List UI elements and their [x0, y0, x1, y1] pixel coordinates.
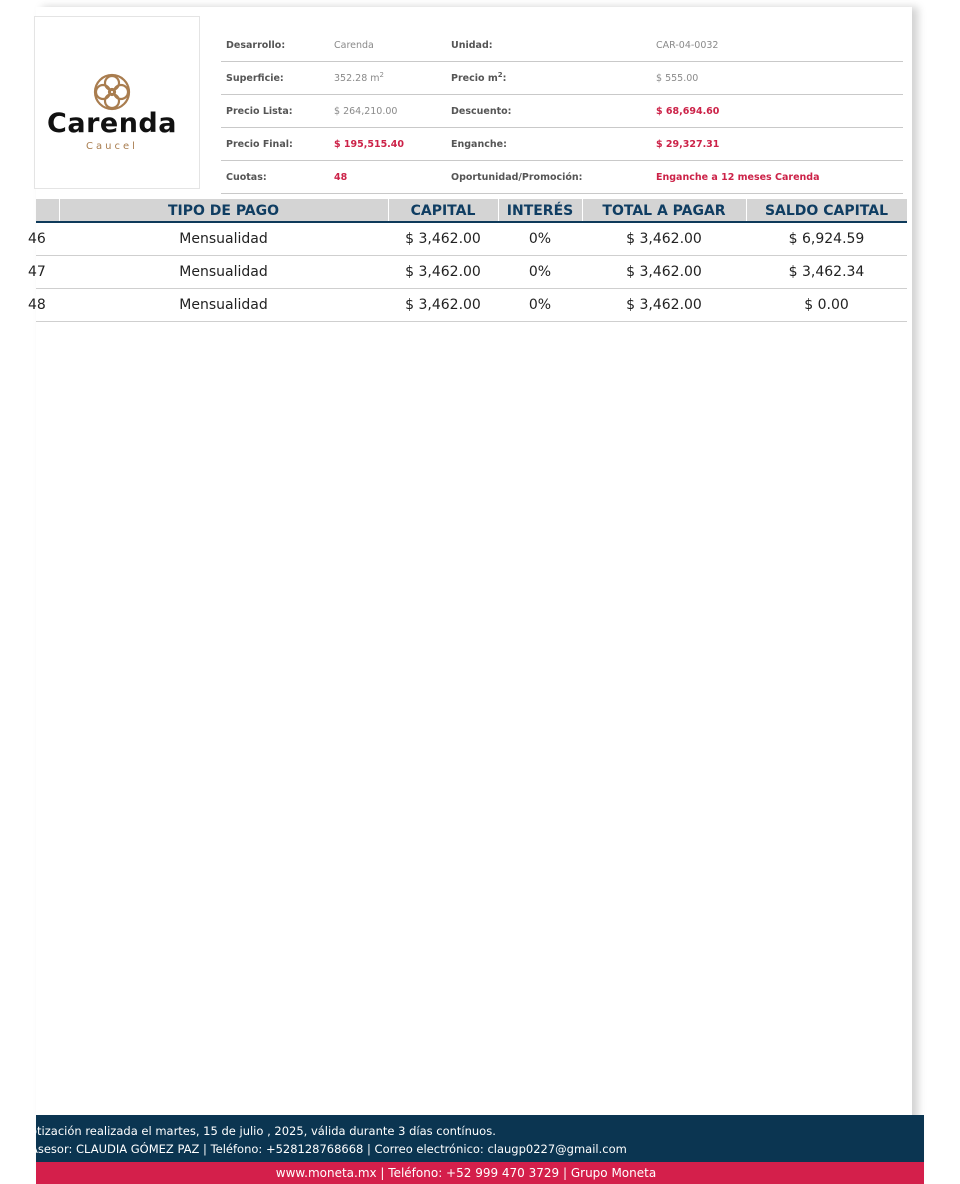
precio-m2-colon: :: [502, 73, 507, 84]
cell-total: $ 3,462.00: [626, 297, 702, 313]
value-desarrollo: Carenda: [334, 40, 374, 51]
label-unidad: Unidad:: [451, 40, 493, 51]
cell-saldo: $ 6,924.59: [788, 231, 865, 247]
label-promocion: Oportunidad/Promoción:: [451, 172, 583, 183]
cell-tipo: Mensualidad: [179, 264, 268, 280]
header-total-a-pagar: TOTAL A PAGAR: [602, 203, 726, 219]
cell-no: 48: [28, 297, 46, 313]
payment-table: [28, 199, 907, 322]
cell-capital: $ 3,462.00: [405, 231, 481, 247]
cell-interes: 0%: [528, 297, 552, 313]
precio-m2-text: Precio m: [451, 73, 498, 84]
precio-m2-exponent: 2: [497, 71, 503, 79]
info-row-desarrollo: [221, 29, 903, 62]
value-superficie: [334, 73, 384, 84]
cell-capital: $ 3,462.00: [405, 264, 481, 280]
cell-capital: $ 3,462.00: [405, 297, 481, 313]
cell-total: $ 3,462.00: [626, 264, 702, 280]
footer-validity-text: otización realizada el martes, 15 de julio , 2025, válida durante 3 días contínuos.: [30, 1124, 496, 1138]
label-precio-final: Precio Final:: [226, 139, 293, 150]
table-header: [36, 199, 907, 223]
value-cuotas: 48: [334, 172, 348, 183]
cell-saldo: $ 0.00: [804, 297, 849, 313]
brand-subtitle: Caucel: [86, 141, 138, 152]
label-cuotas: Cuotas:: [226, 172, 267, 183]
cell-interes: 0%: [528, 231, 552, 247]
quote-page: [28, 7, 912, 1184]
value-precio-lista: $ 264,210.00: [334, 106, 398, 117]
property-info-grid: [221, 29, 903, 194]
cell-interes: 0%: [528, 264, 552, 280]
info-row-precio-lista: [221, 95, 903, 128]
footer-advisor-text: Asesor: CLAUDIA GÓMEZ PAZ | Teléfono: +528128768668 | Correo electrónico: claugp0227@gmail.com: [30, 1142, 627, 1156]
footer-info-bar: [30, 1115, 924, 1162]
cell-tipo: Mensualidad: [179, 231, 268, 247]
info-row-cuotas: [221, 161, 903, 194]
table-row: [28, 289, 907, 322]
label-enganche: Enganche:: [451, 139, 507, 150]
brand-name: Carenda: [47, 108, 177, 139]
table-row: [28, 256, 907, 289]
brand-logo: [34, 16, 200, 189]
header-saldo-capital: SALDO CAPITAL: [764, 203, 889, 219]
cell-total: $ 3,462.00: [626, 231, 702, 247]
label-desarrollo: Desarrollo:: [226, 40, 286, 51]
cell-no: 47: [28, 264, 46, 280]
footer-contact-text: www.moneta.mx | Teléfono: +52 999 470 3729 | Grupo Moneta: [275, 1166, 657, 1180]
label-descuento: Descuento:: [451, 106, 512, 117]
info-row-precio-final: [221, 128, 903, 161]
table-row: [28, 223, 907, 256]
header-tipo-de-pago: TIPO DE PAGO: [167, 203, 280, 219]
cell-no: 46: [28, 231, 46, 247]
value-descuento: $ 68,694.60: [656, 106, 720, 117]
footer-contact-bar: [36, 1162, 924, 1184]
value-promocion: Enganche a 12 meses Carenda: [656, 172, 820, 183]
label-precio-lista: Precio Lista:: [226, 106, 293, 117]
value-unidad: CAR-04-0032: [656, 40, 719, 51]
label-superficie: Superficie:: [226, 73, 284, 84]
value-precio-m2: $ 555.00: [656, 73, 699, 84]
header-capital: CAPITAL: [410, 203, 476, 219]
header-interes: INTERÉS: [506, 203, 574, 219]
label-precio-m2: [451, 73, 506, 84]
cell-saldo: $ 3,462.34: [788, 264, 865, 280]
cell-tipo: Mensualidad: [179, 297, 268, 313]
info-row-superficie: [221, 62, 903, 95]
superficie-number: 352.28 m: [334, 73, 380, 84]
value-enganche: $ 29,327.31: [656, 139, 720, 150]
superficie-exponent: 2: [379, 71, 384, 79]
value-precio-final: $ 195,515.40: [334, 139, 405, 150]
